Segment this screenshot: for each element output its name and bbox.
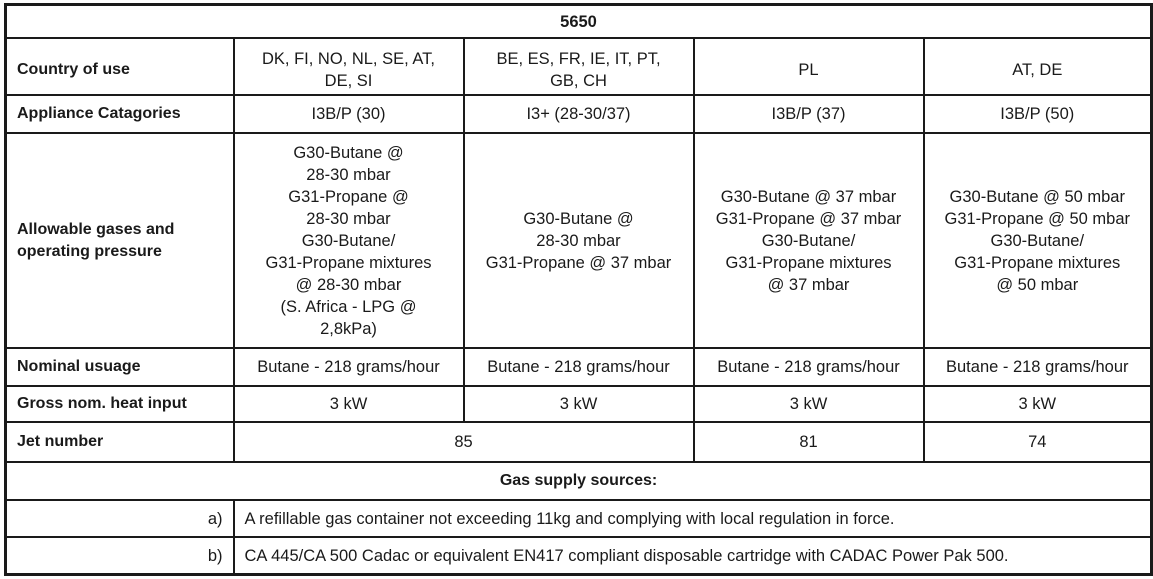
gas-line: G31-Propane @ 37 mbar [485,253,672,272]
heat-cell: 3 kW [924,386,1152,422]
gas-line: G30-Butane/ [301,231,396,250]
jet-cell: 85 [234,422,694,462]
gas-line: @ 37 mbar [767,275,850,294]
gases-cell [924,133,1152,348]
usage-cell: Butane - 218 grams/hour [234,348,464,386]
gases-cell [464,133,694,348]
gas-line: G30-Butane/ [761,231,856,250]
jet-row [6,422,1152,462]
gases-cell [234,133,464,348]
country-line: DK, FI, NO, NL, SE, AT, [262,49,435,68]
country-cell: PL [694,38,924,95]
categories-label: Appliance Catagories [6,95,234,133]
supply-row [6,500,1152,537]
usage-row [6,348,1152,386]
gases-label [6,133,234,348]
gas-line: (S. Africa - LPG @ [280,297,417,316]
country-line: BE, ES, FR, IE, IT, PT, [496,49,661,68]
usage-label: Nominal usuage [6,348,234,386]
category-cell: I3B/P (30) [234,95,464,133]
gas-line: 2,8kPa) [320,319,377,338]
spec-table [4,3,1153,576]
country-cell: AT, DE [924,38,1152,95]
gas-line: @ 28-30 mbar [295,275,402,294]
gases-label-line: operating pressure [17,242,162,260]
gases-label-line: Allowable gases and [17,220,175,238]
categories-row [6,95,1152,133]
heat-label: Gross nom. heat input [6,386,234,422]
supply-text: A refillable gas container not exceeding 11kg and complying with local regulation in force. [234,500,1152,537]
category-cell: I3B/P (37) [694,95,924,133]
gas-line: G30-Butane @ [523,209,634,228]
gas-line: G30-Butane @ 37 mbar [720,187,897,206]
supply-text: CA 445/CA 500 Cadac or equivalent EN417 compliant disposable cartridge with CADAC Power Pak 500. [234,537,1152,574]
gas-line: G31-Propane @ [288,187,409,206]
heat-cell: 3 kW [464,386,694,422]
heat-cell: 3 kW [694,386,924,422]
gas-line: 28-30 mbar [306,165,391,184]
usage-cell: Butane - 218 grams/hour [464,348,694,386]
category-cell: I3B/P (50) [924,95,1152,133]
model-title: 5650 [6,5,1152,39]
usage-cell: Butane - 218 grams/hour [924,348,1152,386]
country-line: GB, CH [550,71,607,90]
gas-line: G31-Propane mixtures [725,253,892,272]
gas-line: G31-Propane @ 37 mbar [715,209,902,228]
country-label: Country of use [6,38,234,95]
supply-letter: a) [6,500,234,537]
supply-row [6,537,1152,574]
heat-row [6,386,1152,422]
gas-line: 28-30 mbar [536,231,621,250]
supply-heading: Gas supply sources: [6,462,1152,500]
gas-line: G30-Butane/ [990,231,1085,250]
gases-row [6,133,1152,348]
heat-cell: 3 kW [234,386,464,422]
country-cell [464,38,694,95]
gas-line: 28-30 mbar [306,209,391,228]
supply-heading-row [6,462,1152,500]
gas-line: @ 50 mbar [996,275,1079,294]
gases-cell [694,133,924,348]
country-cell [234,38,464,95]
gas-line: G31-Propane @ 50 mbar [944,209,1131,228]
gas-line: G31-Propane mixtures [954,253,1121,272]
title-row [6,5,1152,39]
gas-line: G30-Butane @ 50 mbar [949,187,1125,206]
jet-cell: 81 [694,422,924,462]
country-row [6,38,1152,95]
country-line: DE, SI [324,71,373,90]
gas-line: G30-Butane @ [293,143,404,162]
gas-line: G31-Propane mixtures [265,253,432,272]
category-cell: I3+ (28-30/37) [464,95,694,133]
jet-cell: 74 [924,422,1152,462]
usage-cell: Butane - 218 grams/hour [694,348,924,386]
jet-label: Jet number [6,422,234,462]
supply-letter: b) [6,537,234,574]
